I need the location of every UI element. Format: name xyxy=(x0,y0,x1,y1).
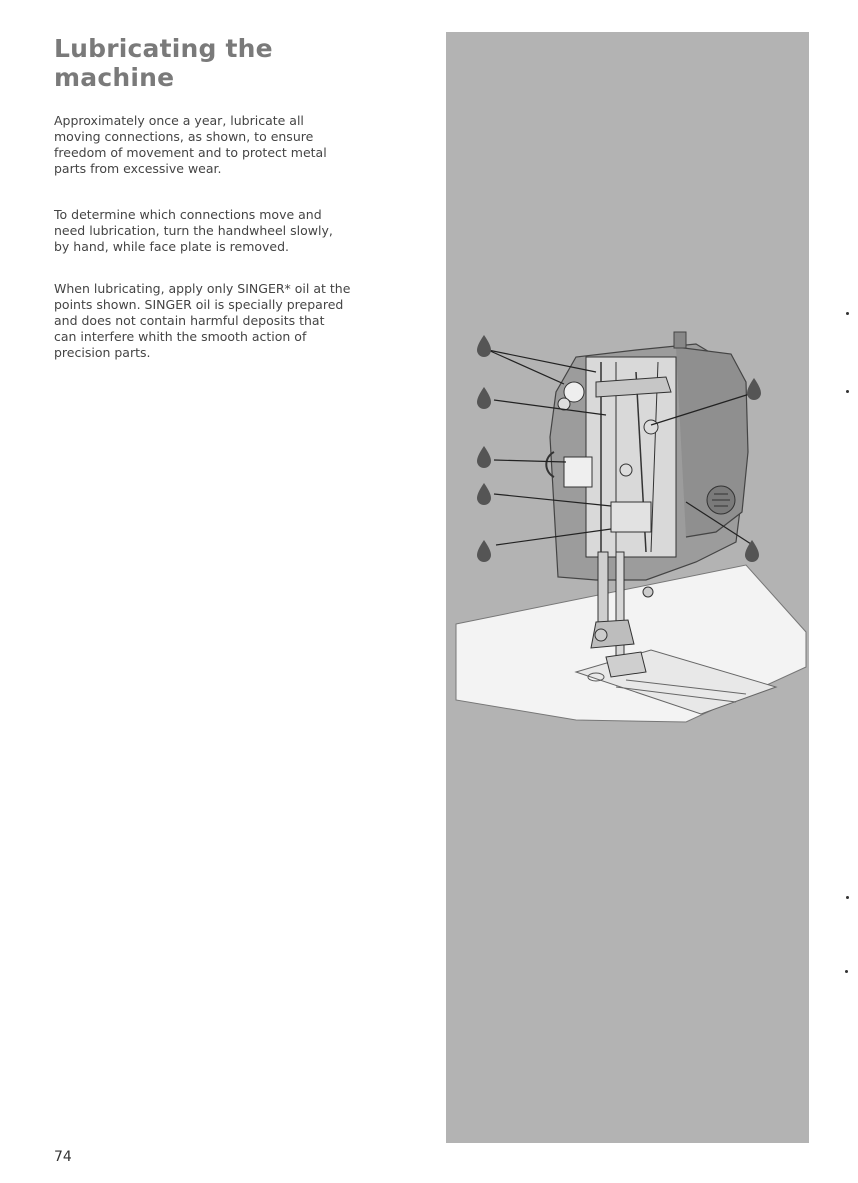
paragraph-line: parts from excessive wear. xyxy=(54,161,222,176)
oil-drop-icon xyxy=(477,483,491,505)
page-number: 74 xyxy=(54,1149,72,1165)
oil-drop-icon xyxy=(477,446,491,468)
page-title xyxy=(54,34,414,92)
paragraph-line: precision parts. xyxy=(54,345,151,360)
margin-dot xyxy=(846,390,849,393)
paragraph-line: need lubrication, turn the handwheel slowly, xyxy=(54,223,333,238)
paragraph-frequency xyxy=(54,113,414,177)
paragraph-line: freedom of movement and to protect metal xyxy=(54,145,327,160)
paragraph-line: To determine which connections move and xyxy=(54,207,322,222)
paragraph-line: Approximately once a year, lubricate all xyxy=(54,113,304,128)
oil-drop-icon xyxy=(745,540,759,562)
paragraph-line: moving connections, as shown, to ensure xyxy=(54,129,314,144)
sewing-machine-drawing xyxy=(446,32,809,1143)
paragraph-line: by hand, while face plate is removed. xyxy=(54,239,290,254)
oil-drop-icon xyxy=(477,540,491,562)
oil-drop-icon xyxy=(477,387,491,409)
title-line-2: machine xyxy=(54,63,175,92)
margin-dot xyxy=(846,896,849,899)
oil-drop-icon xyxy=(747,378,761,400)
paragraph-line: When lubricating, apply only SINGER* oil at the xyxy=(54,281,351,296)
paragraph-line: can interfere whith the smooth action of xyxy=(54,329,307,344)
paragraph-singer-oil xyxy=(54,281,414,361)
title-line-1: Lubricating the xyxy=(54,34,273,63)
lubrication-illustration xyxy=(446,32,809,1143)
oil-drop-icon xyxy=(477,335,491,357)
margin-dot xyxy=(845,970,848,973)
paragraph-line: points shown. SINGER oil is specially prepared xyxy=(54,297,344,312)
paragraph-handwheel xyxy=(54,207,414,255)
paragraph-line: and does not contain harmful deposits that xyxy=(54,313,325,328)
margin-dot xyxy=(846,312,849,315)
